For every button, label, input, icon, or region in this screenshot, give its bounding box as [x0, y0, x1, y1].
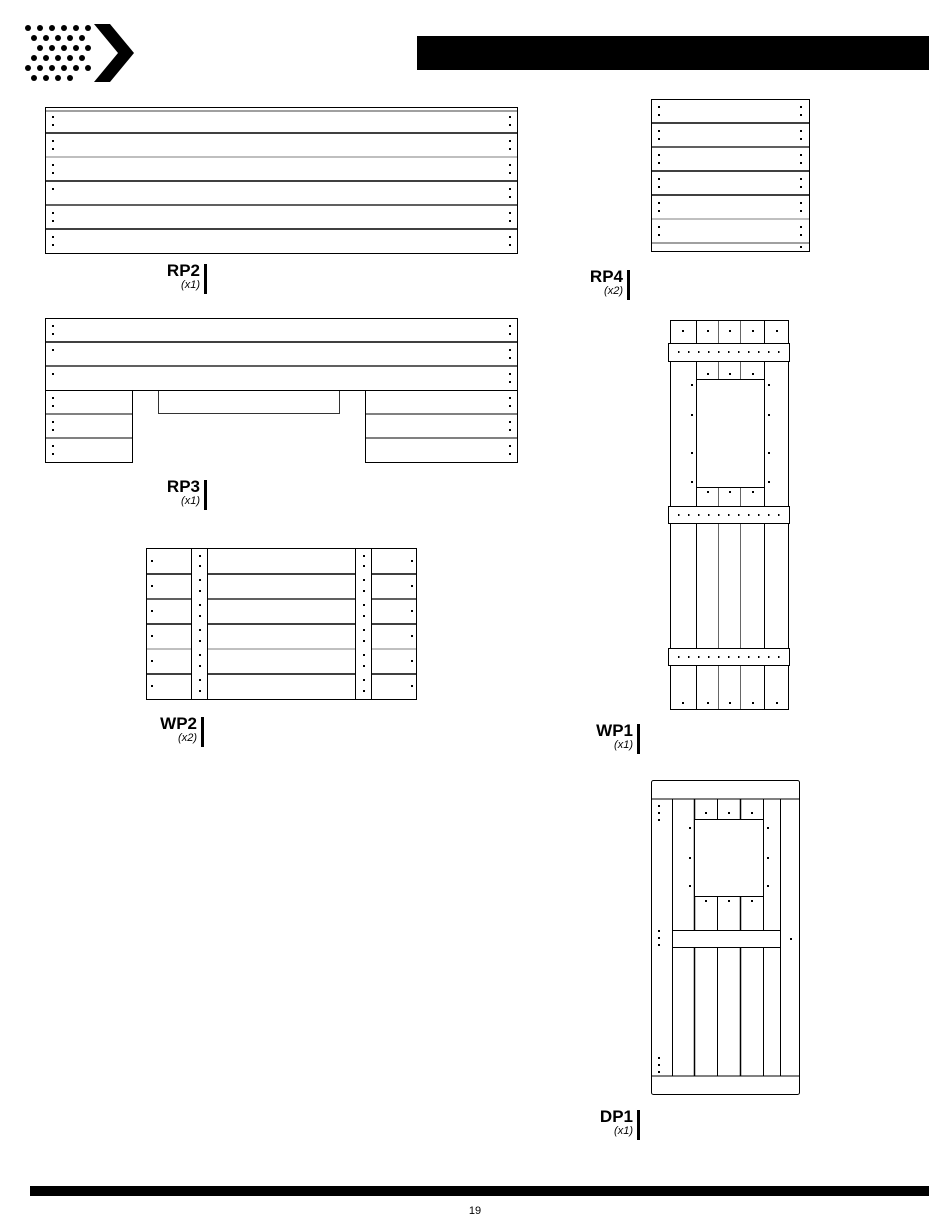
panel-rp3-label [150, 478, 210, 510]
label-divider [637, 724, 640, 754]
panel-quantity: (x1) [181, 279, 200, 291]
panel-name: RP3 [166, 477, 200, 496]
panel-rp4-drawing [650, 98, 812, 254]
label-divider [204, 264, 207, 294]
panel-name: WP2 [160, 714, 197, 733]
panel-quantity: (x1) [181, 495, 200, 507]
panel-name: RP2 [166, 261, 200, 280]
label-divider [627, 270, 630, 300]
header-bar [417, 36, 929, 70]
panel-rp4-label [580, 268, 640, 300]
panel-quantity: (x1) [614, 1125, 633, 1137]
panel-rp2-label [150, 262, 210, 294]
label-divider [201, 717, 204, 747]
panel-quantity: (x1) [614, 739, 633, 751]
panel-name: DP1 [599, 1107, 633, 1126]
label-divider [637, 1110, 640, 1140]
brand-arrow-logo [22, 20, 134, 86]
label-divider [204, 480, 207, 510]
panel-wp1-label [593, 722, 653, 754]
panel-quantity: (x2) [604, 285, 623, 297]
panel-rp3-drawing [44, 317, 520, 467]
panel-quantity: (x2) [178, 732, 197, 744]
panel-wp2-label [145, 715, 210, 747]
page-number: 19 [468, 1205, 482, 1217]
panel-name: WP1 [596, 721, 633, 740]
footer-bar [30, 1186, 929, 1196]
panel-dp1-label [593, 1108, 653, 1140]
panel-wp2-drawing [145, 547, 419, 701]
panel-dp1-drawing [650, 779, 802, 1097]
panel-rp2-drawing [44, 106, 520, 256]
panel-wp1-drawing [668, 318, 792, 712]
panel-name: RP4 [589, 267, 623, 286]
